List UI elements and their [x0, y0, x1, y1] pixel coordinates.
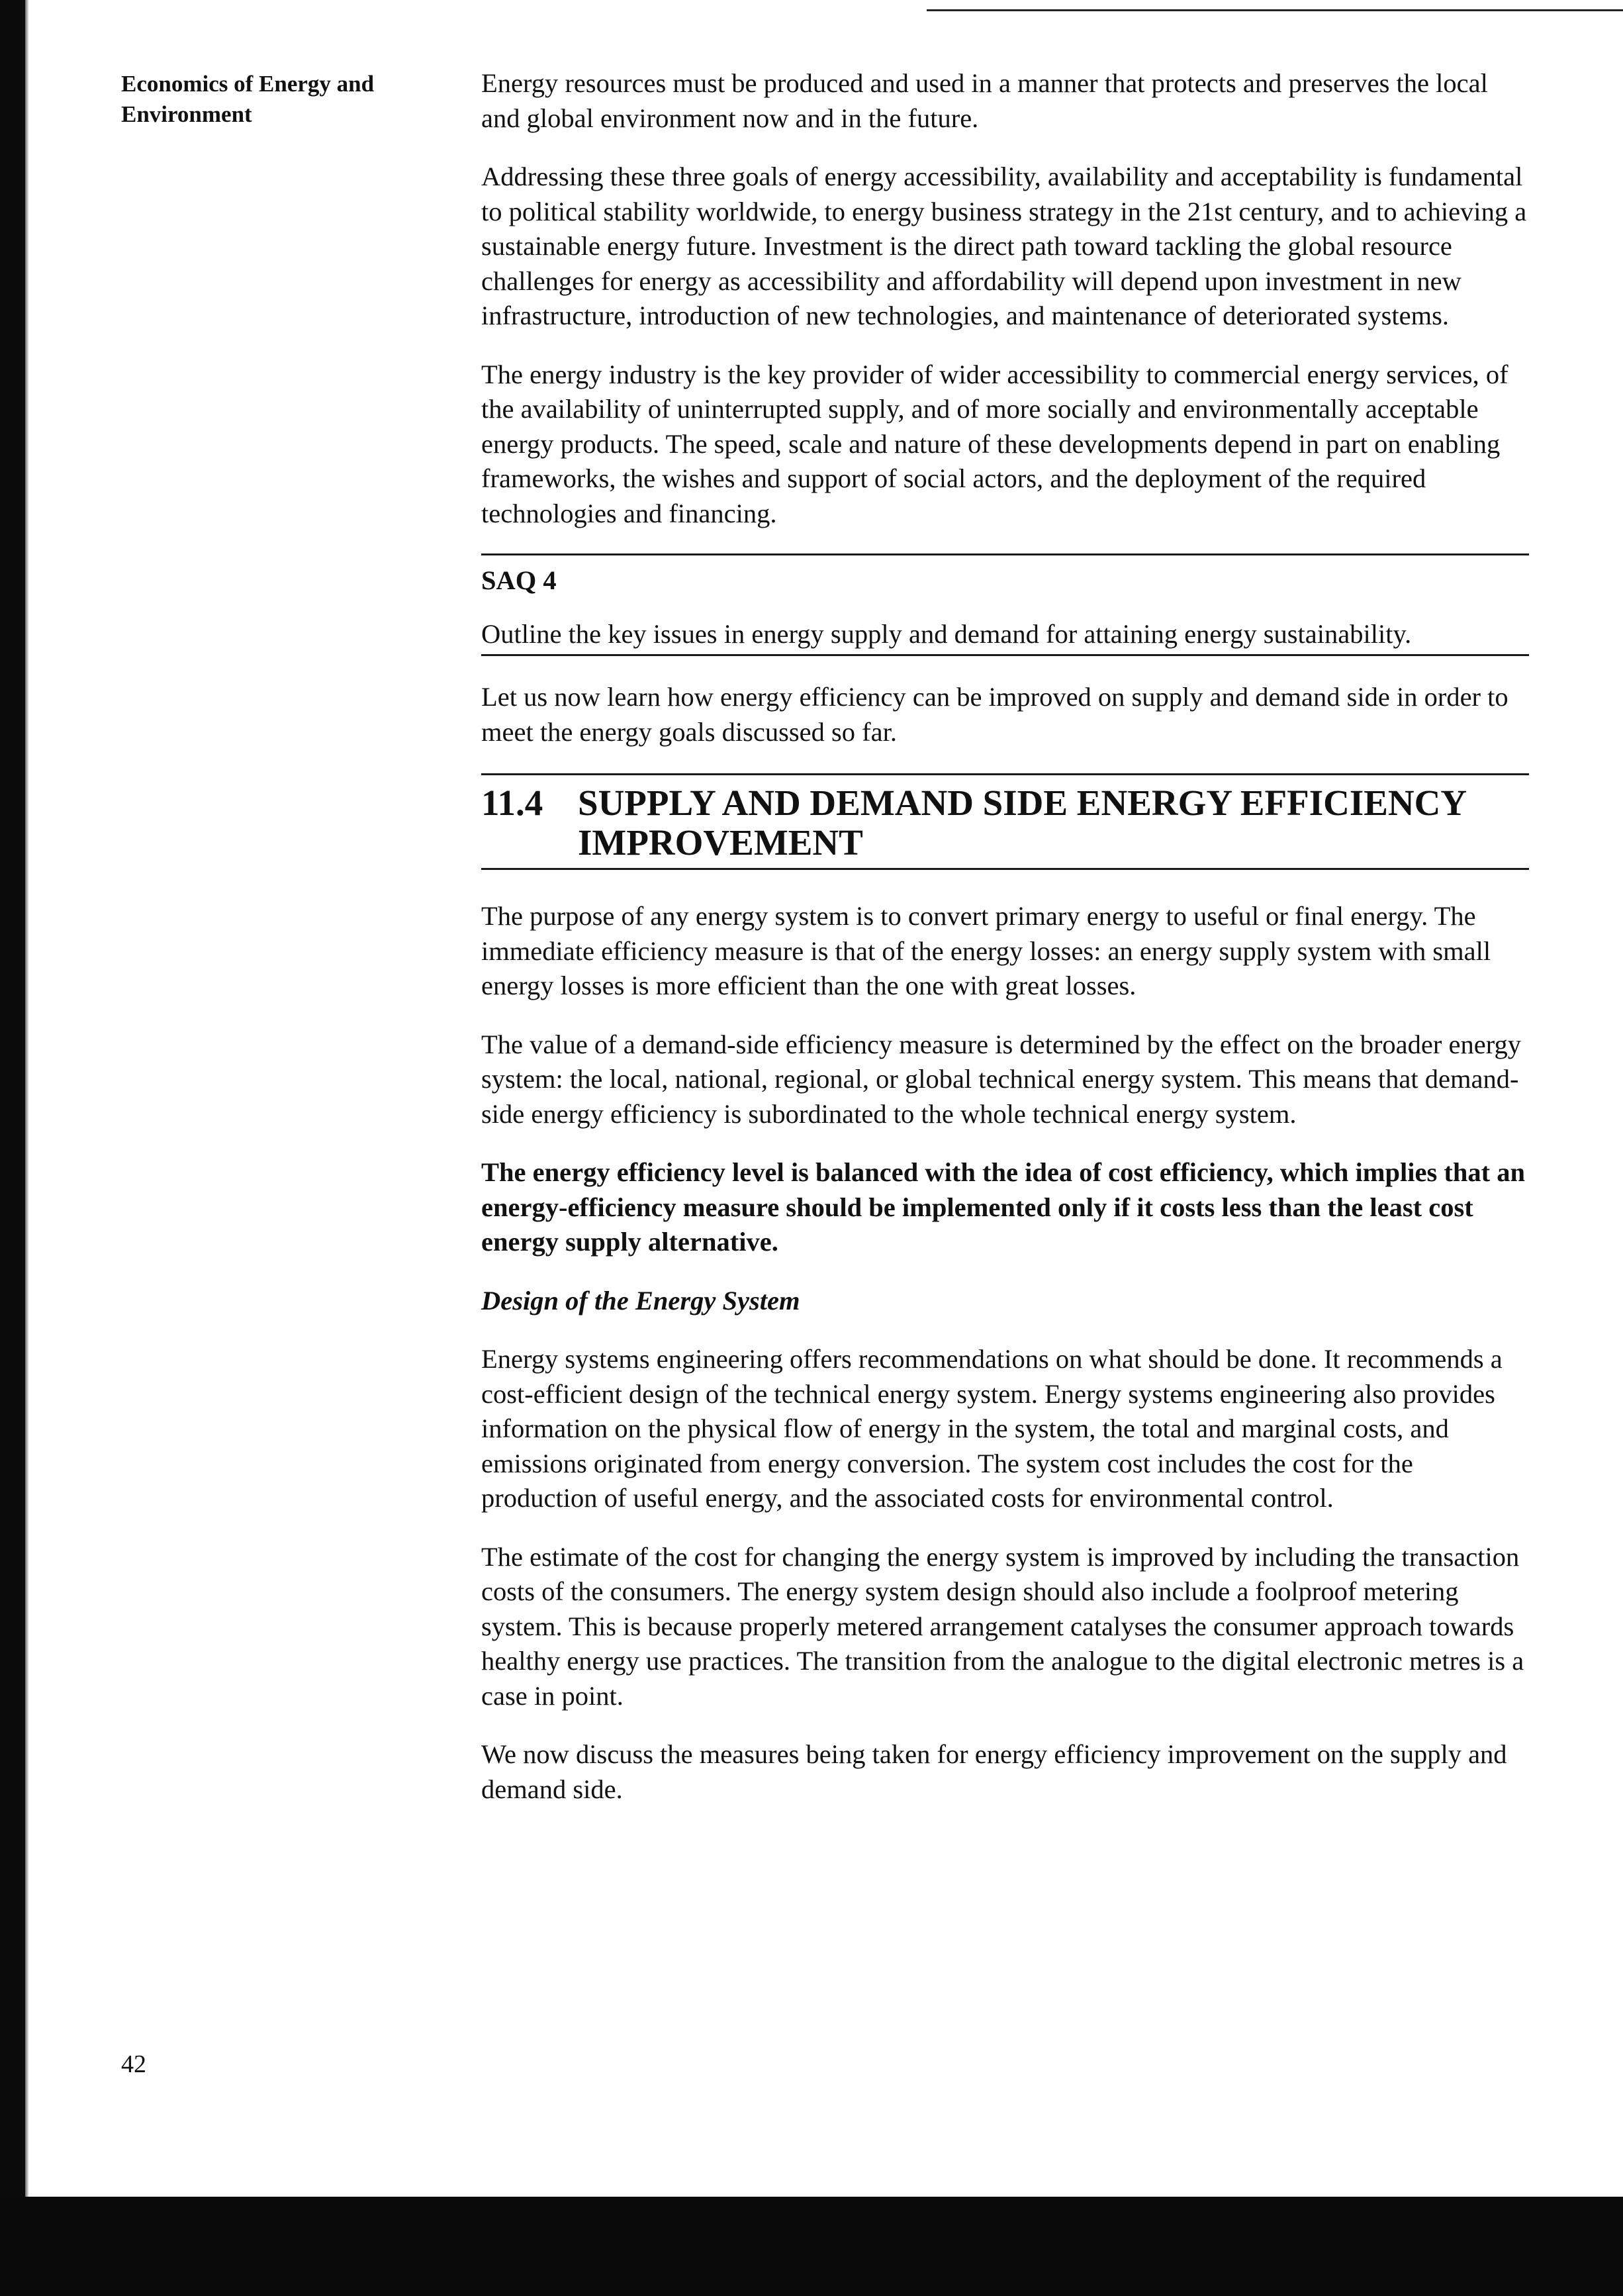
saq-top-rule	[481, 553, 1529, 555]
paragraph-closing: We now discuss the measures being taken for energy efficiency improvement on the supply and demand side.	[481, 1739, 1507, 1804]
paragraph-energy-industry: The energy industry is the key provider of wider accessibility to commercial energy services, of the availability of uninterrupted supply, and of more socially and environmentally acceptable energy products. The speed, scale and nature of these developments depend in part on enabling frameworks, the wishes and support of social actors, and the deployment of the required technologies and financing.	[481, 359, 1508, 528]
paragraph-systems-engineering: Energy systems engineering offers recommendations on what should be done. It recommends a cost-efficient design of the technical energy system. Energy systems engineering also provides information on the physical flow of energy in the system, the total and marginal costs, and emissions originated from energy conversion. The system cost includes the cost for the production of useful energy, and the associated costs for environmental control.	[481, 1344, 1503, 1513]
saq-title: SAQ 4	[481, 565, 557, 595]
main-content	[481, 66, 1527, 1831]
saq-question: Outline the key issues in energy supply and demand for attaining energy sustainability.	[481, 618, 1412, 649]
paragraph-transition: Let us now learn how energy efficiency can be improved on supply and demand side in order to meet the energy goals discussed so far.	[481, 682, 1508, 747]
section-bottom-rule	[481, 868, 1529, 870]
saq-box	[481, 558, 1527, 656]
subheading-design: Design of the Energy System	[481, 1285, 800, 1315]
section-header	[481, 773, 1527, 870]
scan-border-shadow	[25, 0, 29, 2296]
bold-statement: The energy efficiency level is balanced with the idea of cost efficiency, which implies that an energy-efficiency measure should be implemented only if it costs less than the least cost energy supply alternative.	[481, 1157, 1526, 1257]
paragraph-estimate: The estimate of the cost for changing the energy system is improved by including the transaction costs of the consumers. The energy system design should also include a foolproof metering system. This is because properly metered arrangement catalyses the consumer approach towards healthy energy use practices. The transition from the analogue to the digital electronic metres is a case in point.	[481, 1541, 1524, 1711]
paragraph-purpose: The purpose of any energy system is to convert primary energy to useful or final energy. The immediate efficiency measure is that of the energy losses: an energy supply system with small energy losses is more efficient than the one with great losses.	[481, 901, 1491, 1000]
scan-border-left	[0, 0, 25, 2296]
top-rule	[927, 9, 1623, 11]
paragraph-demand-side: The value of a demand-side efficiency measure is determined by the effect on the broader energy system: the local, national, regional, or global technical energy system. This means that demand-side energy efficiency is subordinated to the whole technical energy system.	[481, 1029, 1521, 1129]
scan-border-bottom	[0, 2197, 1623, 2296]
section-top-rule	[481, 773, 1529, 775]
saq-bottom-rule	[481, 654, 1529, 656]
section-title: SUPPLY AND DEMAND SIDE ENERGY EFFICIENCY IMPROVEMENT	[578, 783, 1466, 863]
section-heading	[481, 783, 1527, 863]
section-number: 11.4	[481, 783, 543, 823]
paragraph-three-goals: Addressing these three goals of energy accessibility, availability and acceptability is fundamental to political stability worldwide, to energy business strategy in the 21st century, and to achieving a sustainable energy future. Investment is the direct path toward tackling the global resource challenges for energy as accessibility and affordability will depend upon investment in new infrastructure, introduction of new technologies, and maintenance of deteriorated systems.	[481, 162, 1527, 330]
page-number: 42	[121, 2050, 146, 2078]
paragraph-environment: Energy resources must be produced and used in a manner that protects and preserves the local and global environment now and in the future.	[481, 68, 1488, 133]
running-title: Economics of Energy and Environment	[121, 71, 375, 127]
